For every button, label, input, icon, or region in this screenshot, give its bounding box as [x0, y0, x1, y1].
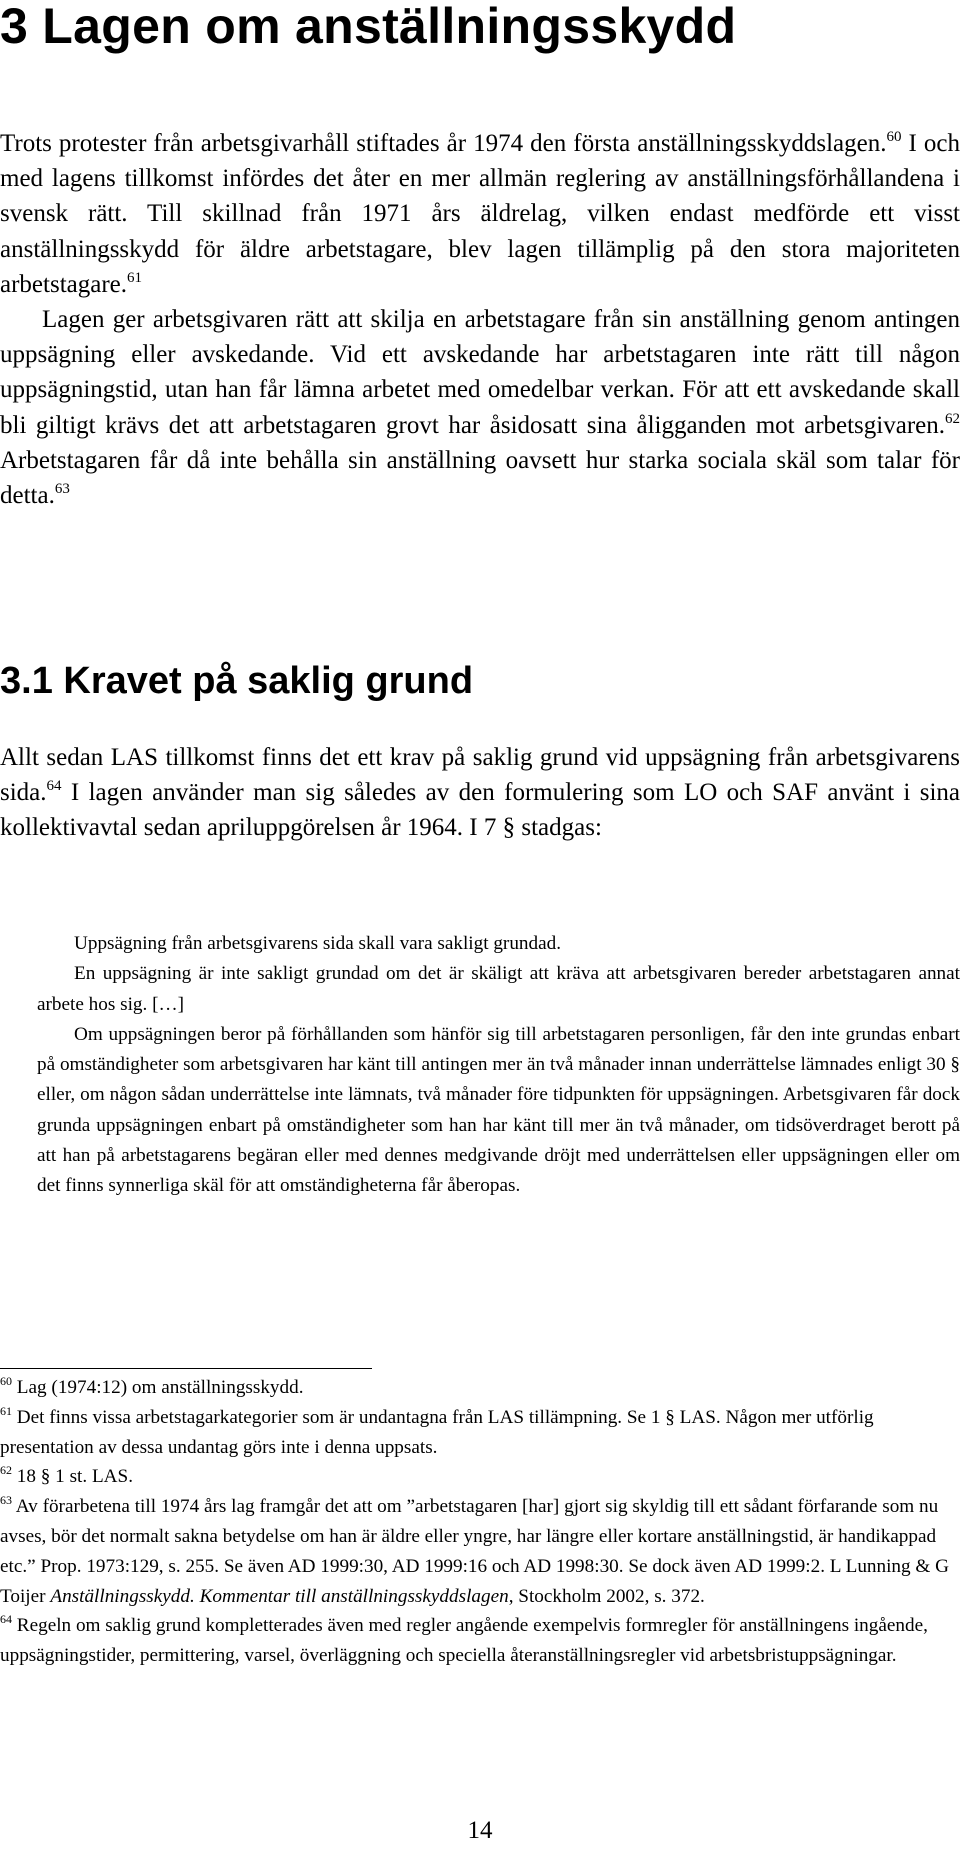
footnote-ref-63[interactable]: 63 — [54, 481, 70, 498]
paragraph-2-text-a: Lagen ger arbetsgivaren rätt att skilja en arbetstagare från sin anställning genom antingen uppsägning eller avskedande. Vid ett avskedande har arbetstagaren inte rätt till någon uppsägningstid, utan han får lämna arbetet med omedelbar verkan. För att ett avskedande skall bli giltigt krävs det att arbetstagaren grovt har åsidosatt sina åligganden mot arbetsgivaren. — [0, 306, 960, 439]
quote-line-2: En uppsägning är inte sakligt grundad om det är skäligt att kräva att arbetsgivaren bereder arbetstagaren annat arbete hos sig. […] — [37, 963, 960, 1015]
paragraph-3-text-a: Allt sedan LAS tillkomst finns det ett krav på saklig grund vid uppsägning från arbetsgivarens sida. — [0, 744, 960, 807]
chapter-heading: 3 Lagen om anställningsskydd — [0, 0, 737, 54]
footnote-62 — [0, 1462, 960, 1492]
footnote-63 — [0, 1492, 960, 1611]
footnote-ref-62[interactable]: 62 — [945, 410, 960, 427]
body-section-1 — [0, 126, 960, 513]
page-number: 14 — [467, 1817, 493, 1844]
footnote-text: Regeln om saklig grund kompletterades även med regler angående exempelvis formregler för anställningens ingående, uppsägningstider, permittering, varsel, överläggning och speciella återanställningsregler vid arbetsbristuppsägningar. — [0, 1615, 928, 1667]
footnote-number: 60 — [0, 1374, 12, 1388]
footnote-book-title: Anställningsskydd. Kommentar till anställningsskyddslagen — [50, 1585, 509, 1607]
quote-line-3: Om uppsägningen beror på förhållanden som hänför sig till arbetstagaren personligen, får den inte grundas enbart på omständigheter som arbetsgivaren har känt till antingen mer än två månader innan underrättelse lämnades enligt 30 § eller, om någon sådan underrättelse inte lämnats, två månader före tidpunkten för uppsägningen. Arbetsgivaren får dock grunda uppsägningen enbart på omständigheter som han har känt till mer än två månader, om tidsöverdraget berott på att han på arbetstagarens begäran eller med dennes medgivande dröjt med underrättelsen eller uppsägningen eller om det finns synnerliga skäl för att omständigheterna får åberopas. — [37, 1023, 960, 1197]
footnote-text-end: , Stockholm 2002, s. 372. — [508, 1585, 705, 1607]
footnote-separator — [0, 1368, 372, 1369]
quote-line-1: Uppsägning från arbetsgivarens sida skall vara sakligt grundad. — [74, 933, 562, 954]
paragraph-1-text-b: I och med lagens tillkomst infördes det åter en mer allmän reglering av anställningsförhållandena i svensk rätt. Till skillnad från 1971 års äldrelag, vilken endast medförde ett visst anställningsskydd för äldre arbetstagare, blev lagen tillämplig på den stora majoriteten arbetstagare. — [0, 130, 960, 298]
footnote-60 — [0, 1373, 960, 1403]
section-heading: 3.1 Kravet på saklig grund — [0, 660, 474, 702]
footnote-number: 61 — [0, 1403, 12, 1418]
footnote-number: 64 — [0, 1612, 12, 1627]
footnote-ref-61[interactable]: 61 — [127, 269, 143, 286]
paragraph-1 — [0, 126, 960, 302]
footnote-text: 18 § 1 st. LAS. — [16, 1466, 133, 1488]
paragraph-1-text-a: Trots protester från arbetsgivarhåll stiftades år 1974 den första anställningsskyddslagen. — [0, 130, 887, 157]
footnotes — [0, 1373, 960, 1671]
footnote-number: 63 — [0, 1493, 12, 1508]
footnote-ref-60[interactable]: 60 — [886, 129, 902, 145]
body-section-2 — [0, 740, 960, 846]
paragraph-2-text-b: Arbetstagaren får då inte behålla sin anställning oavsett hur starka sociala skäl som talar för detta. — [0, 446, 960, 510]
footnote-ref-64[interactable]: 64 — [46, 778, 62, 795]
paragraph-2 — [0, 302, 960, 513]
footnote-text: Det finns vissa arbetstagarkategorier som är undantagna från LAS tillämpning. Se 1 § LAS. Någon mer utförlig presentation av dessa undantag görs inte i denna uppsats. — [0, 1406, 874, 1458]
paragraph-3 — [0, 740, 960, 846]
block-quote — [37, 929, 960, 1202]
footnote-64 — [0, 1611, 960, 1671]
footnote-61 — [0, 1403, 960, 1463]
footnote-number: 62 — [0, 1463, 12, 1478]
paragraph-3-text-b: I lagen använder man sig således av den formulering som LO och SAF använt i sina kollektivavtal sedan apriluppgörelsen år 1964. I 7 § stadgas: — [0, 779, 960, 842]
footnote-text: Av förarbetena till 1974 års lag framgår det att om ”arbetstagaren [har] gjort sig skyldig till ett sådant förfarande som nu avses, bör det normalt sakna betydelse om han är äldre eller yngre, har längre eller kortare anställningstid, är handikappad etc.” Prop. 1973:129, s. 255. Se även AD 1999:30, AD 1999:16 och AD 1998:30. Se dock även AD 1999:2. L Lunning & G Toijer — [0, 1496, 949, 1607]
footnote-text: Lag (1974:12) om anställningsskydd. — [16, 1377, 304, 1398]
